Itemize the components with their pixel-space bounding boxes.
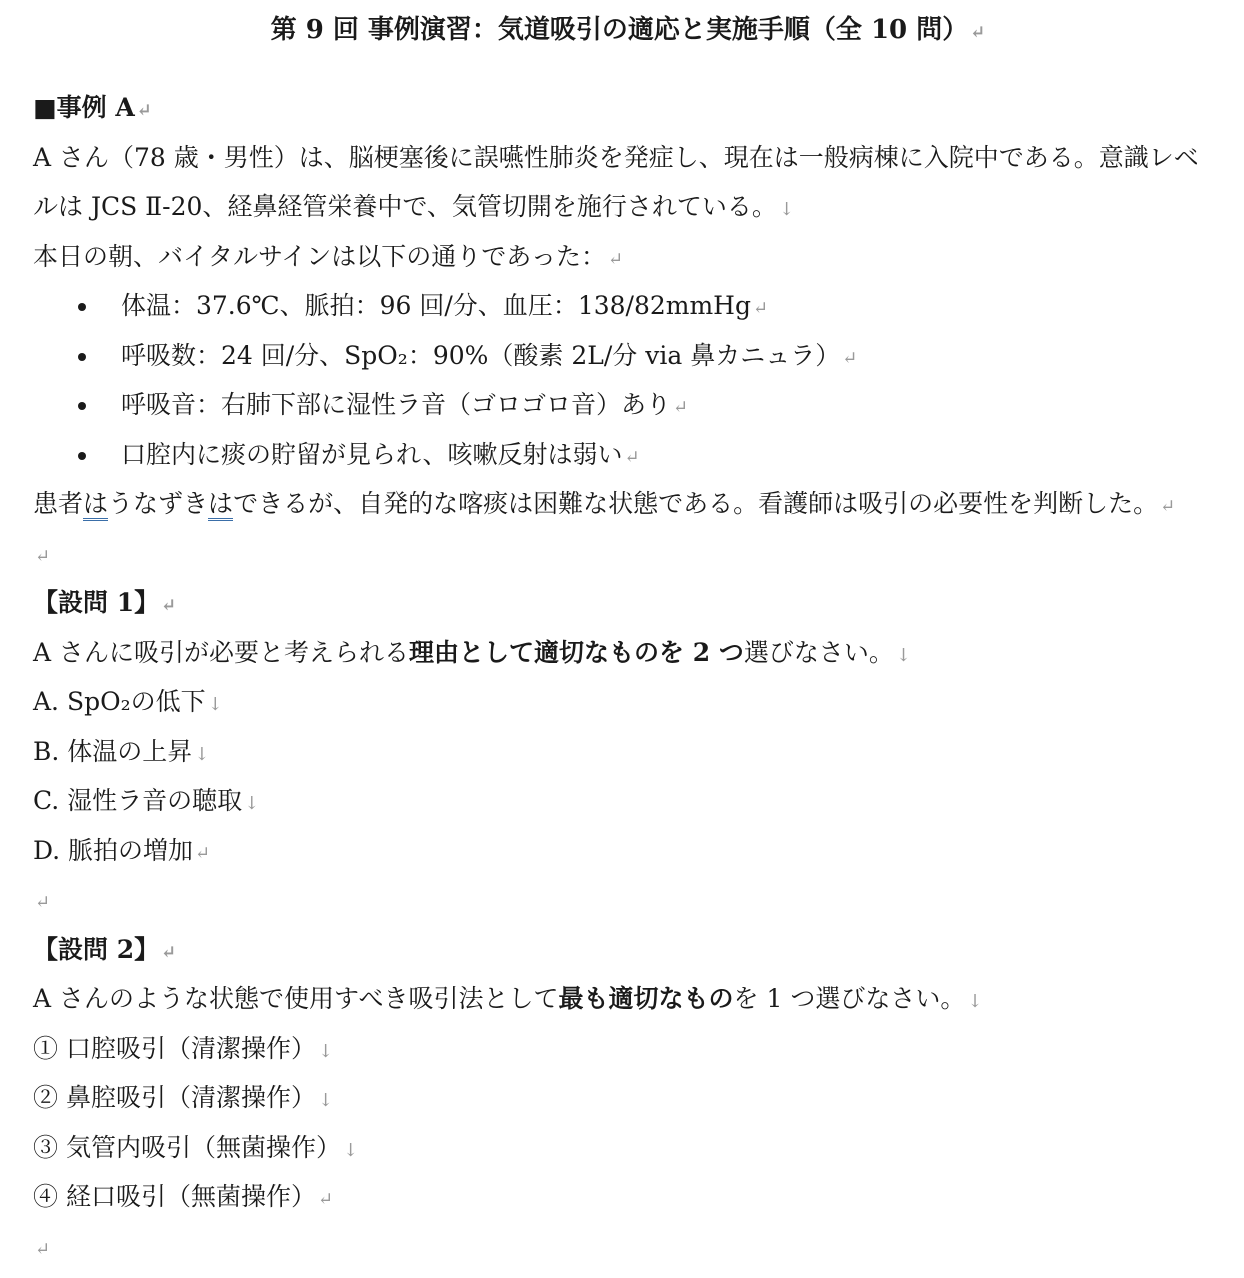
paragraph-mark: ↵: [35, 1239, 50, 1260]
vitals-item-text: 体温：37.6℃、脈拍：96 回/分、血圧：138/82mmHg: [79, 291, 751, 320]
patient-status: [33, 486, 1223, 536]
line-break-mark: ↓: [208, 694, 223, 715]
case-text-line-2: [33, 189, 1223, 239]
stem-text: A さんに吸引が必要と考えられる: [33, 638, 409, 667]
stem-text: を 1 つ選びなさい。: [734, 984, 966, 1013]
paragraph-mark: ↵: [970, 22, 985, 43]
status-text: うなずき: [108, 489, 208, 518]
paragraph-mark: ↵: [35, 546, 50, 567]
case-text: A さん（78 歳・男性）は、脳梗塞後に誤嚥性肺炎を発症し、現在は一般病棟に入院中である。意識レベ: [33, 143, 1199, 172]
option-text: D. 脈拍の増加: [33, 836, 193, 865]
question-heading-text: 【設問 1】: [33, 588, 159, 617]
option-text: ① 口腔吸引（清潔操作）: [33, 1034, 316, 1063]
option-text: A. SpO₂の低下: [33, 687, 206, 716]
question-2-option: [33, 1179, 1223, 1229]
case-text-line-1: [33, 140, 1223, 190]
line-break-mark: ↓: [343, 1140, 358, 1161]
paragraph-mark: ↵: [608, 249, 623, 270]
line-break-mark: ↓: [318, 1090, 333, 1111]
paragraph-mark: ↵: [137, 100, 152, 121]
line-break-mark: ↓: [896, 645, 911, 666]
case-heading-text: ■事例 A: [33, 93, 135, 122]
line-break-mark: ↓: [779, 199, 794, 220]
paragraph-mark: ↵: [625, 447, 640, 468]
stem-emphasis: 理由として適切なものを 2 つ: [409, 638, 744, 667]
status-text: できるが、自発的な喀痰は困難な状態である。看護師は吸引の必要性を判断した。: [233, 489, 1158, 518]
paragraph-mark: ↵: [753, 298, 768, 319]
question-1-stem: [33, 635, 1223, 685]
empty-paragraph: [33, 1229, 1223, 1278]
case-heading: [33, 90, 1223, 140]
document-title: [33, 12, 1223, 90]
line-break-mark: ↓: [194, 744, 209, 765]
empty-paragraph: [33, 882, 1223, 932]
question-2-option: [33, 1031, 1223, 1081]
paragraph-mark: ↵: [35, 892, 50, 913]
paragraph-mark: ↵: [161, 942, 176, 963]
bullet-icon: [78, 303, 86, 311]
paragraph-mark: ↵: [842, 348, 857, 369]
paragraph-mark: ↵: [318, 1189, 333, 1210]
paragraph-mark: ↵: [161, 595, 176, 616]
question-2-option: [33, 1080, 1223, 1130]
grammar-flagged-text[interactable]: は: [83, 489, 108, 521]
question-1-option: [33, 684, 1223, 734]
stem-emphasis: 最も適切なもの: [559, 984, 734, 1013]
line-break-mark: ↓: [318, 1041, 333, 1062]
vitals-list-item: [33, 338, 1223, 388]
line-break-mark: ↓: [244, 793, 259, 814]
grammar-flagged-text[interactable]: は: [208, 489, 233, 521]
option-text: C. 湿性ラ音の聴取: [33, 786, 242, 815]
paragraph-mark: ↵: [673, 397, 688, 418]
vitals-list-item: [33, 288, 1223, 338]
option-text: ② 鼻腔吸引（清潔操作）: [33, 1083, 316, 1112]
empty-paragraph: [33, 536, 1223, 586]
question-2-heading: [33, 932, 1223, 982]
vitals-item-text: 呼吸音：右肺下部に湿性ラ音（ゴロゴロ音）あり: [79, 390, 671, 419]
option-text: ③ 気管内吸引（無菌操作）: [33, 1133, 341, 1162]
line-break-mark: ↓: [967, 991, 982, 1012]
paragraph-mark: ↵: [1160, 496, 1175, 517]
question-1-heading: [33, 585, 1223, 635]
bullet-icon: [78, 402, 86, 410]
case-text: ルは JCS Ⅱ-20、経鼻経管栄養中で、気管切開を施行されている。: [33, 192, 777, 221]
question-1-option: [33, 783, 1223, 833]
vitals-item-text: 呼吸数：24 回/分、SpO₂：90%（酸素 2L/分 via 鼻カニュラ）: [79, 341, 840, 370]
question-2-option: [33, 1130, 1223, 1180]
vitals-intro-text: 本日の朝、バイタルサインは以下の通りであった：: [33, 242, 606, 271]
bullet-icon: [78, 353, 86, 361]
option-text: ④ 経口吸引（無菌操作）: [33, 1182, 316, 1211]
title-text: 第 9 回 事例演習：気道吸引の適応と実施手順（全 10 問）: [271, 15, 969, 45]
vitals-item-text: 口腔内に痰の貯留が見られ、咳嗽反射は弱い: [79, 440, 623, 469]
paragraph-mark: ↵: [195, 843, 210, 864]
stem-text: A さんのような状態で使用すべき吸引法として: [33, 984, 559, 1013]
question-heading-text: 【設問 2】: [33, 935, 159, 964]
vitals-intro: [33, 239, 1223, 289]
status-text: 患者: [33, 489, 83, 518]
question-1-option: [33, 833, 1223, 883]
vitals-list-item: [33, 437, 1223, 487]
stem-text: 選びなさい。: [744, 638, 894, 667]
option-text: B. 体温の上昇: [33, 737, 192, 766]
document-page: [33, 12, 1223, 1278]
vitals-list-item: [33, 387, 1223, 437]
question-2-stem: [33, 981, 1223, 1031]
bullet-icon: [78, 452, 86, 460]
question-1-option: [33, 734, 1223, 784]
